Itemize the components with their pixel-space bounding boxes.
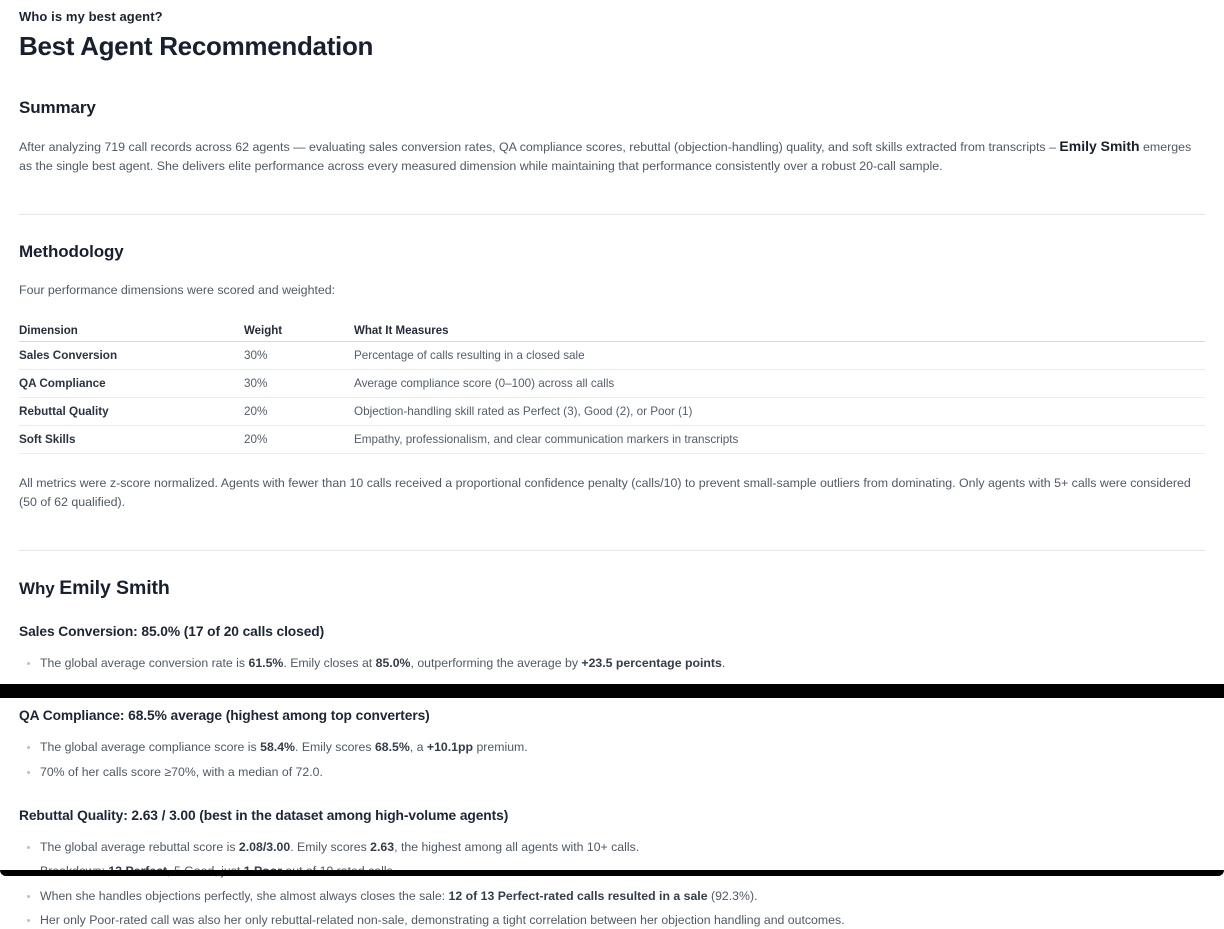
bullet-text: Her only Poor-rated call was also her only rebuttal-related non-sale, demonstrating a tight correlation between her objection handling and outcomes. (40, 911, 845, 929)
list-item (19, 763, 1205, 781)
table-row (19, 342, 1205, 370)
cell-weight: 20% (244, 405, 354, 418)
bullet-text: The global average rebuttal score is 2.08/3.00. Emily scores 2.63, the highest among all agents with 10+ calls. (40, 838, 639, 856)
section-divider (19, 550, 1205, 551)
qa-compliance-heading: QA Compliance: 68.5% average (highest among top converters) (0, 708, 1224, 723)
section-divider (19, 214, 1205, 215)
cell-weight: 30% (244, 349, 354, 362)
column-header-dimension: Dimension (19, 325, 244, 337)
rebuttal-quality-heading: Rebuttal Quality: 2.63 / 3.00 (best in the dataset among high-volume agents) (0, 808, 1224, 823)
bullet-text: When she handles objections perfectly, she almost always closes the sale: 12 of 13 Perfect-rated calls resulted in a sale (92.3%). (40, 887, 757, 905)
methodology-intro: Four performance dimensions were scored and weighted: (0, 283, 1224, 297)
qa-compliance-bullets (0, 738, 1224, 781)
why-heading-agent-name: Emily Smith (59, 577, 170, 599)
column-header-measures: What It Measures (354, 325, 1205, 337)
cell-dimension: Rebuttal Quality (19, 405, 244, 418)
list-item (19, 887, 1205, 905)
cell-measures: Average compliance score (0–100) across all calls (354, 377, 1205, 390)
rebuttal-quality-bullets (0, 838, 1224, 929)
page-title: Best Agent Recommendation (0, 31, 1224, 62)
list-item (19, 738, 1205, 756)
cell-measures: Empathy, professionalism, and clear communication markers in transcripts (354, 433, 1205, 446)
bullet-text: The global average conversion rate is 61.5%. Emily closes at 85.0%, outperforming the average by +23.5 percentage points. (40, 654, 725, 672)
bullet-text: The global average compliance score is 58.4%. Emily scores 68.5%, a +10.1pp premium. (40, 738, 528, 756)
cell-measures: Objection-handling skill rated as Perfect (3), Good (2), or Poor (1) (354, 405, 1205, 418)
table-row (19, 426, 1205, 454)
why-heading-prefix: Why (19, 579, 59, 598)
why-heading (0, 577, 1224, 600)
cell-dimension: QA Compliance (19, 377, 244, 390)
table-row (19, 370, 1205, 398)
list-item (19, 911, 1205, 929)
column-header-weight: Weight (244, 325, 354, 337)
bullet-icon (27, 662, 30, 665)
cell-weight: 20% (244, 433, 354, 446)
list-item (19, 654, 1205, 672)
bullet-icon (27, 846, 30, 849)
cell-weight: 30% (244, 377, 354, 390)
sales-conversion-heading: Sales Conversion: 85.0% (17 of 20 calls closed) (0, 624, 1224, 639)
list-item (19, 838, 1205, 856)
summary-paragraph: After analyzing 719 call records across 62 agents — evaluating sales conversion rates, QA compliance scores, rebuttal (objection-handling) quality, and soft skills extracted from transcripts – Emily Smith emerges as the single best agent. She delivers elite performance across every measured dimension while maintaining that performance consistently over a robust 20-call sample. (0, 137, 1224, 175)
bullet-icon (27, 919, 30, 922)
bullet-icon (27, 895, 30, 898)
sales-conversion-bullets (0, 654, 1224, 672)
screenshot-stitch-bar (0, 684, 1224, 698)
methodology-note: All metrics were z-score normalized. Agents with fewer than 10 calls received a proportional confidence penalty (calls/10) to prevent small-sample outliers from dominating. Only agents with 5+ calls were considered (50 of 62 qualified). (0, 474, 1224, 511)
cell-measures: Percentage of calls resulting in a closed sale (354, 349, 1205, 362)
cell-dimension: Sales Conversion (19, 349, 244, 362)
window-bottom-edge (0, 870, 1224, 876)
report-kicker: Who is my best agent? (0, 0, 1224, 24)
summary-heading: Summary (0, 98, 1224, 118)
bullet-icon (27, 746, 30, 749)
bullet-text: 70% of her calls score ≥70%, with a median of 72.0. (40, 763, 323, 781)
table-row (19, 398, 1205, 426)
bullet-icon (27, 771, 30, 774)
methodology-heading: Methodology (0, 242, 1224, 262)
cell-dimension: Soft Skills (19, 433, 244, 446)
methodology-table (0, 320, 1224, 454)
table-header-row (19, 320, 1205, 342)
